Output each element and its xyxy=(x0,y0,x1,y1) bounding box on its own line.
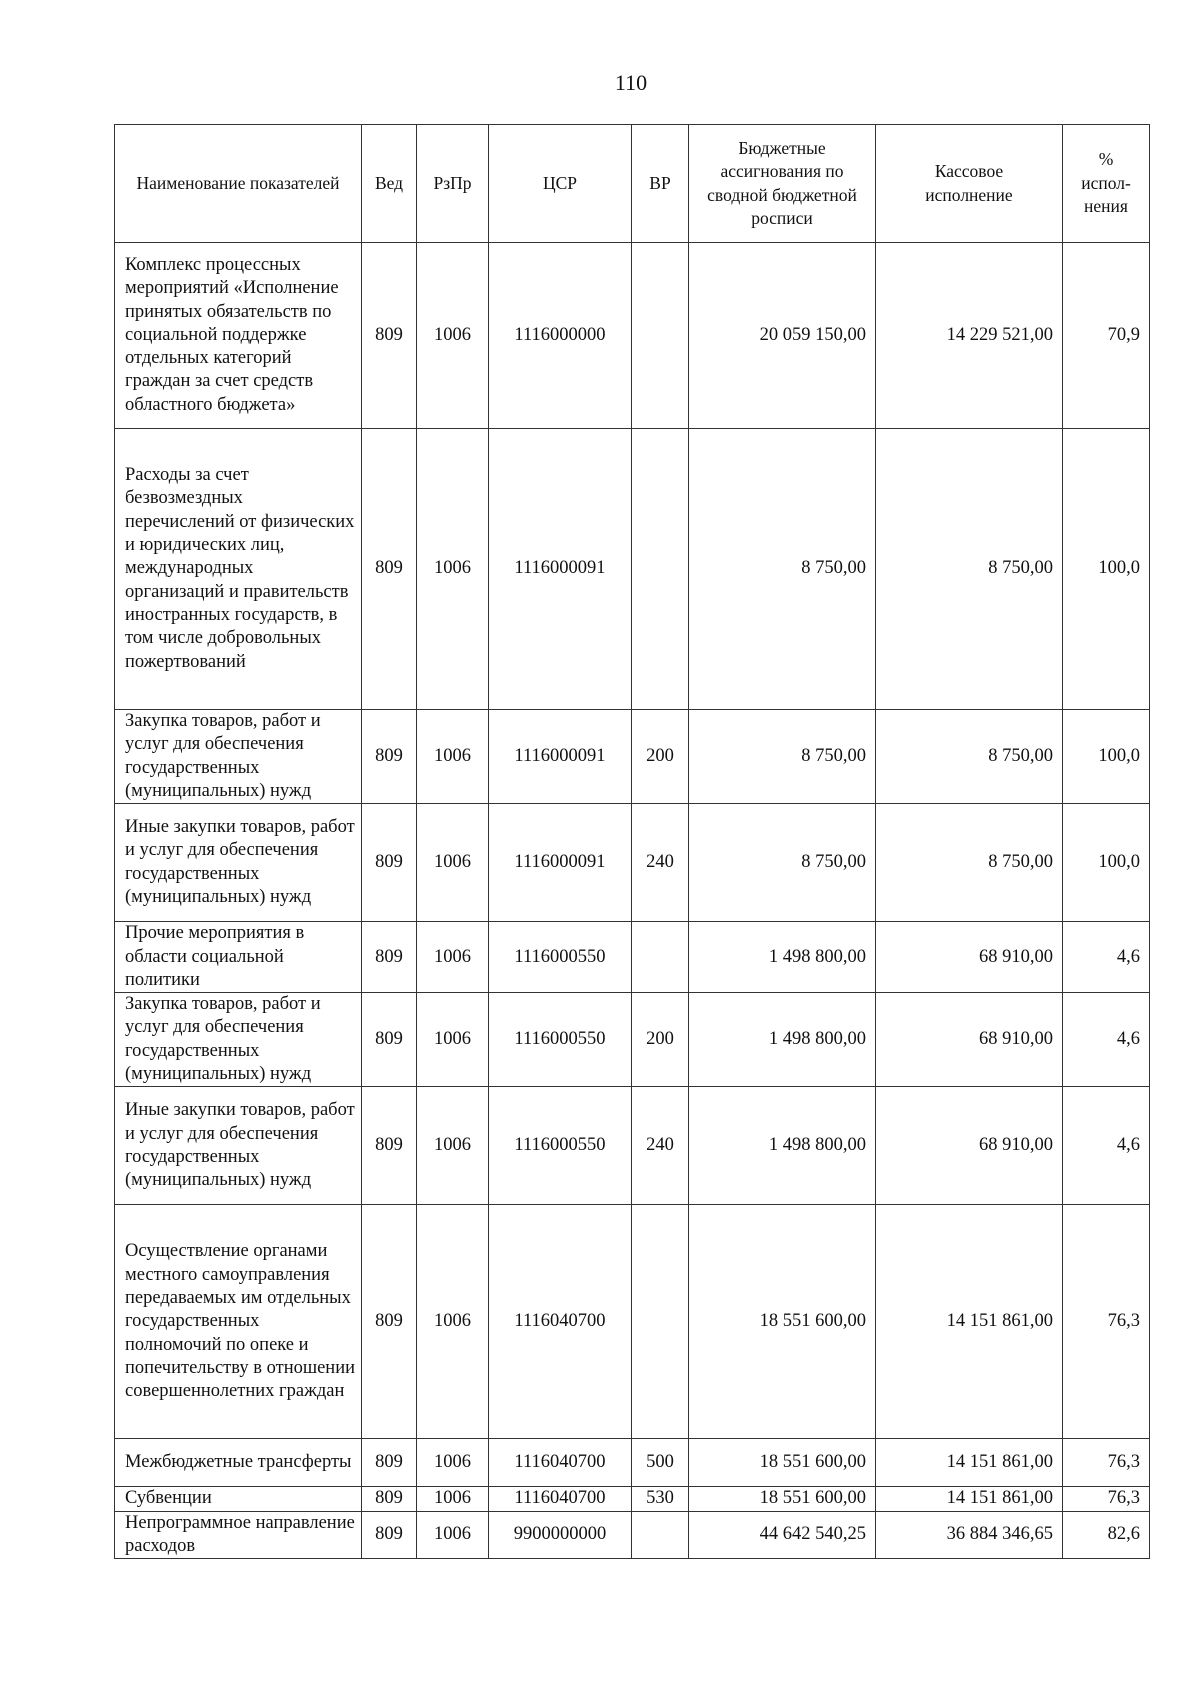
page-number: 110 xyxy=(614,70,648,95)
table-row xyxy=(115,804,1150,922)
row-ved: 809 xyxy=(362,429,417,710)
row-cash: 8 750,00 xyxy=(876,429,1063,710)
row-csr: 1116040700 xyxy=(489,1487,632,1511)
budget-execution-table xyxy=(114,124,1150,1559)
row-ved: 809 xyxy=(362,1087,417,1205)
row-assigned: 18 551 600,00 xyxy=(689,1487,876,1511)
row-rzpr: 1006 xyxy=(417,1511,489,1559)
row-assigned: 44 642 540,25 xyxy=(689,1511,876,1559)
row-cash: 14 229 521,00 xyxy=(876,243,1063,429)
row-percent: 4,6 xyxy=(1063,1087,1150,1205)
row-ved: 809 xyxy=(362,1205,417,1439)
row-assigned: 18 551 600,00 xyxy=(689,1439,876,1487)
row-csr: 1116000550 xyxy=(489,1087,632,1205)
header-rzpr: РзПр xyxy=(417,125,489,243)
row-cash: 68 910,00 xyxy=(876,1087,1063,1205)
table-row xyxy=(115,922,1150,993)
row-cash: 68 910,00 xyxy=(876,993,1063,1087)
row-rzpr: 1006 xyxy=(417,429,489,710)
row-cash: 8 750,00 xyxy=(876,710,1063,804)
row-assigned: 1 498 800,00 xyxy=(689,922,876,993)
row-vr: 240 xyxy=(632,804,689,922)
row-assigned: 20 059 150,00 xyxy=(689,243,876,429)
row-percent: 76,3 xyxy=(1063,1205,1150,1439)
table-row xyxy=(115,1487,1150,1511)
row-cash: 8 750,00 xyxy=(876,804,1063,922)
row-csr: 1116040700 xyxy=(489,1439,632,1487)
row-rzpr: 1006 xyxy=(417,710,489,804)
row-vr xyxy=(632,429,689,710)
row-vr xyxy=(632,243,689,429)
row-percent: 100,0 xyxy=(1063,429,1150,710)
row-name: Субвенции xyxy=(115,1487,362,1511)
row-assigned: 8 750,00 xyxy=(689,710,876,804)
row-name: Закупка товаров, работ и услуг для обеспечения государственных (муниципальных) нужд xyxy=(115,993,362,1087)
header-cash: Кассовое исполнение xyxy=(876,125,1063,243)
row-rzpr: 1006 xyxy=(417,922,489,993)
header-percent: % испол-нения xyxy=(1063,125,1150,243)
row-percent: 70,9 xyxy=(1063,243,1150,429)
row-percent: 100,0 xyxy=(1063,804,1150,922)
row-csr: 1116000091 xyxy=(489,710,632,804)
row-name: Иные закупки товаров, работ и услуг для обеспечения государственных (муниципальных) нужд xyxy=(115,804,362,922)
row-csr: 9900000000 xyxy=(489,1511,632,1559)
row-vr xyxy=(632,1511,689,1559)
row-vr xyxy=(632,1205,689,1439)
row-vr: 240 xyxy=(632,1087,689,1205)
row-name: Непрограммное направление расходов xyxy=(115,1511,362,1559)
row-cash: 68 910,00 xyxy=(876,922,1063,993)
row-cash: 14 151 861,00 xyxy=(876,1205,1063,1439)
row-name: Расходы за счет безвозмездных перечислений от физических и юридических лиц, международных организаций и правительств иностранных государств, в том числе добровольных пожертвований xyxy=(115,429,362,710)
row-cash: 36 884 346,65 xyxy=(876,1511,1063,1559)
row-name: Осуществление органами местного самоуправления передаваемых им отдельных государственных полномочий по опеке и попечительству в отношении совершеннолетних граждан xyxy=(115,1205,362,1439)
row-vr xyxy=(632,922,689,993)
row-rzpr: 1006 xyxy=(417,1205,489,1439)
header-name: Наименование показателей xyxy=(115,125,362,243)
row-cash: 14 151 861,00 xyxy=(876,1487,1063,1511)
row-name: Межбюджетные трансферты xyxy=(115,1439,362,1487)
row-csr: 1116000550 xyxy=(489,922,632,993)
table-row xyxy=(115,243,1150,429)
row-vr: 200 xyxy=(632,993,689,1087)
row-ved: 809 xyxy=(362,710,417,804)
row-ved: 809 xyxy=(362,1487,417,1511)
row-ved: 809 xyxy=(362,804,417,922)
table-row xyxy=(115,1439,1150,1487)
header-assigned: Бюджетные ассигнования по сводной бюджетной росписи xyxy=(689,125,876,243)
table-row xyxy=(115,429,1150,710)
row-rzpr: 1006 xyxy=(417,243,489,429)
row-name: Прочие мероприятия в области социальной политики xyxy=(115,922,362,993)
row-assigned: 8 750,00 xyxy=(689,429,876,710)
row-csr: 1116000091 xyxy=(489,804,632,922)
row-percent: 82,6 xyxy=(1063,1511,1150,1559)
row-assigned: 18 551 600,00 xyxy=(689,1205,876,1439)
table-header-row xyxy=(115,125,1150,243)
row-percent: 76,3 xyxy=(1063,1487,1150,1511)
row-assigned: 8 750,00 xyxy=(689,804,876,922)
row-rzpr: 1006 xyxy=(417,1487,489,1511)
table-row xyxy=(115,993,1150,1087)
row-name: Иные закупки товаров, работ и услуг для обеспечения государственных (муниципальных) нужд xyxy=(115,1087,362,1205)
row-percent: 76,3 xyxy=(1063,1439,1150,1487)
row-ved: 809 xyxy=(362,1439,417,1487)
row-ved: 809 xyxy=(362,243,417,429)
row-rzpr: 1006 xyxy=(417,804,489,922)
table-row xyxy=(115,1205,1150,1439)
table-row xyxy=(115,1511,1150,1559)
header-vr: ВР xyxy=(632,125,689,243)
row-assigned: 1 498 800,00 xyxy=(689,993,876,1087)
row-ved: 809 xyxy=(362,1511,417,1559)
row-vr: 200 xyxy=(632,710,689,804)
header-ved: Вед xyxy=(362,125,417,243)
row-csr: 1116000550 xyxy=(489,993,632,1087)
row-csr: 1116000091 xyxy=(489,429,632,710)
row-name: Комплекс процессных мероприятий «Исполнение принятых обязательств по социальной поддержке отдельных категорий граждан за счет средств областного бюджета» xyxy=(115,243,362,429)
row-vr: 530 xyxy=(632,1487,689,1511)
row-csr: 1116000000 xyxy=(489,243,632,429)
row-percent: 4,6 xyxy=(1063,922,1150,993)
table-row xyxy=(115,710,1150,804)
row-rzpr: 1006 xyxy=(417,993,489,1087)
row-csr: 1116040700 xyxy=(489,1205,632,1439)
row-ved: 809 xyxy=(362,922,417,993)
table-row xyxy=(115,1087,1150,1205)
row-assigned: 1 498 800,00 xyxy=(689,1087,876,1205)
row-rzpr: 1006 xyxy=(417,1439,489,1487)
row-rzpr: 1006 xyxy=(417,1087,489,1205)
row-percent: 100,0 xyxy=(1063,710,1150,804)
row-ved: 809 xyxy=(362,993,417,1087)
row-cash: 14 151 861,00 xyxy=(876,1439,1063,1487)
row-percent: 4,6 xyxy=(1063,993,1150,1087)
row-vr: 500 xyxy=(632,1439,689,1487)
row-name: Закупка товаров, работ и услуг для обеспечения государственных (муниципальных) нужд xyxy=(115,710,362,804)
header-csr: ЦСР xyxy=(489,125,632,243)
